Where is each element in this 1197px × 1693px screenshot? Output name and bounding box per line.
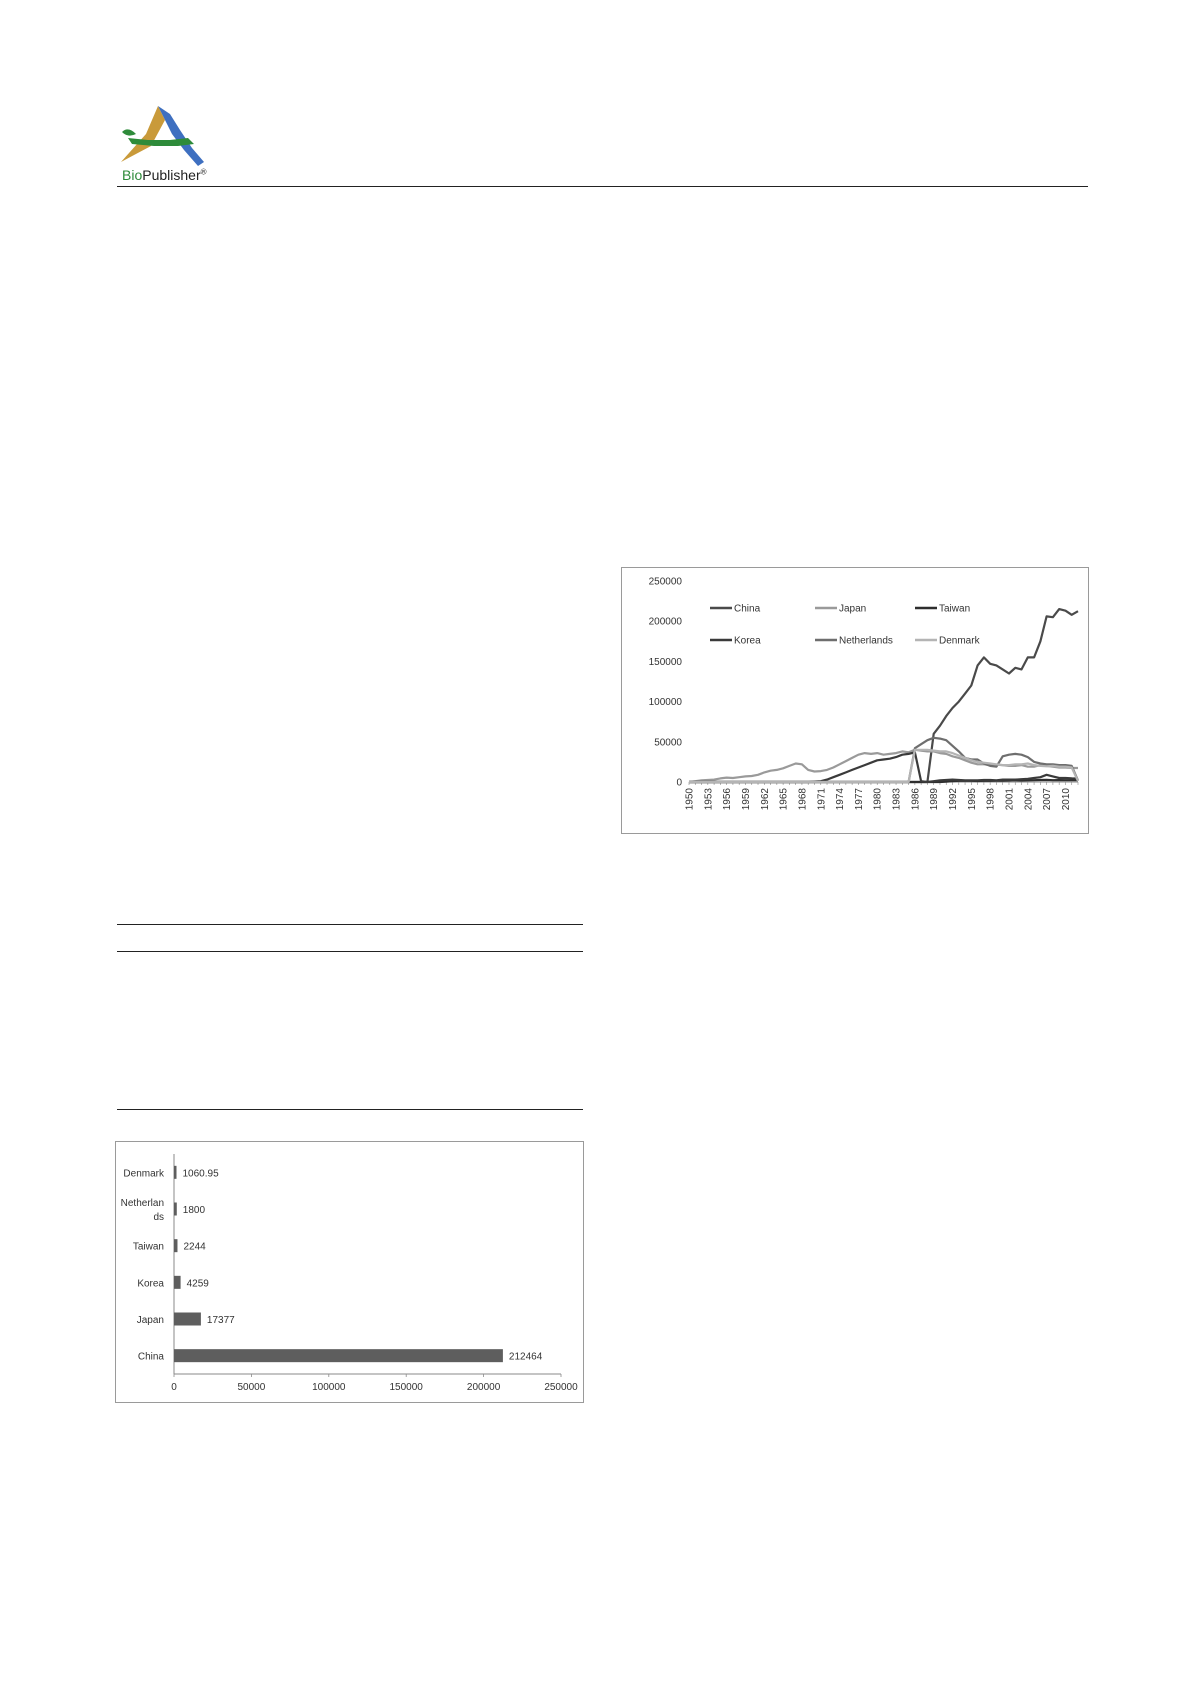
registered-mark: ® bbox=[200, 167, 207, 177]
legend-label: Japan bbox=[839, 603, 867, 615]
publisher-name-prefix: Bio bbox=[122, 167, 143, 183]
x-tick-label: 2004 bbox=[1023, 788, 1035, 811]
category-label: China bbox=[137, 1351, 164, 1363]
bar-japan bbox=[174, 1313, 201, 1326]
data-label: 1060.95 bbox=[182, 1168, 219, 1180]
legend-label: Netherlands bbox=[839, 635, 893, 647]
publisher-name bbox=[122, 167, 207, 183]
y-tick-label: 200000 bbox=[648, 616, 682, 628]
category-label: Taiwan bbox=[132, 1241, 164, 1253]
y-tick-label: 150000 bbox=[648, 656, 682, 668]
category-label: Netherlan bbox=[120, 1198, 164, 1209]
legend-label: China bbox=[734, 603, 761, 615]
line-chart-frame bbox=[621, 567, 1089, 834]
x-tick-label: 1968 bbox=[797, 788, 809, 811]
data-label: 2244 bbox=[183, 1241, 206, 1253]
legend-label: Korea bbox=[734, 635, 761, 647]
x-tick-label: 150000 bbox=[389, 1382, 423, 1393]
header-rule bbox=[117, 186, 1088, 187]
x-tick-label: 1977 bbox=[853, 788, 865, 811]
table-header-rule bbox=[117, 951, 583, 952]
x-tick-label: 1983 bbox=[891, 788, 903, 811]
y-tick-label: 250000 bbox=[648, 576, 682, 588]
x-tick-label: 2007 bbox=[1042, 788, 1054, 811]
x-tick-label: 1995 bbox=[966, 788, 978, 811]
x-tick-label: 50000 bbox=[237, 1382, 266, 1393]
x-tick-label: 0 bbox=[171, 1382, 177, 1393]
x-tick-label: 250000 bbox=[544, 1382, 578, 1393]
table-top-rule bbox=[117, 924, 583, 925]
category-label: ds bbox=[153, 1212, 164, 1223]
x-tick-label: 1962 bbox=[759, 788, 771, 811]
x-tick-label: 1965 bbox=[778, 788, 790, 811]
x-tick-label: 1992 bbox=[948, 788, 960, 811]
legend-label: Taiwan bbox=[939, 603, 971, 615]
x-tick-label: 1953 bbox=[703, 788, 715, 811]
data-label: 17377 bbox=[206, 1315, 235, 1326]
y-tick-label: 100000 bbox=[648, 697, 682, 709]
bar-chart bbox=[116, 1142, 583, 1402]
y-tick-label: 0 bbox=[676, 777, 682, 789]
data-label: 1800 bbox=[182, 1205, 206, 1216]
x-tick-label: 1998 bbox=[985, 788, 997, 811]
data-label: 212464 bbox=[508, 1351, 543, 1363]
y-tick-label: 50000 bbox=[654, 737, 682, 749]
table-bottom-rule bbox=[117, 1109, 583, 1110]
bar-china bbox=[174, 1349, 503, 1362]
category-label: Japan bbox=[136, 1315, 164, 1326]
legend-label: Denmark bbox=[939, 635, 980, 647]
series-line-korea bbox=[689, 752, 1078, 782]
x-tick-label: 200000 bbox=[466, 1382, 501, 1393]
x-tick-label: 1959 bbox=[740, 788, 752, 811]
x-tick-label: 100000 bbox=[312, 1382, 346, 1393]
x-tick-label: 1986 bbox=[910, 788, 922, 811]
bar-netherlands bbox=[174, 1203, 177, 1216]
x-tick-label: 1974 bbox=[835, 788, 847, 811]
x-tick-label: 1956 bbox=[722, 788, 734, 811]
x-tick-label: 1989 bbox=[929, 788, 941, 811]
x-tick-label: 2010 bbox=[1060, 788, 1072, 811]
x-tick-label: 1950 bbox=[684, 788, 696, 811]
data-label: 4259 bbox=[186, 1278, 209, 1290]
bar-korea bbox=[174, 1276, 181, 1289]
x-tick-label: 2001 bbox=[1004, 788, 1016, 811]
line-chart bbox=[622, 568, 1088, 833]
bar-denmark bbox=[174, 1166, 177, 1179]
publisher-name-suffix: Publisher bbox=[142, 167, 201, 183]
category-label: Korea bbox=[137, 1278, 164, 1290]
bar-chart-frame bbox=[115, 1141, 584, 1403]
bar-taiwan bbox=[174, 1239, 177, 1252]
category-label: Denmark bbox=[123, 1168, 164, 1180]
x-tick-label: 1971 bbox=[816, 788, 828, 811]
x-tick-label: 1980 bbox=[872, 788, 884, 811]
